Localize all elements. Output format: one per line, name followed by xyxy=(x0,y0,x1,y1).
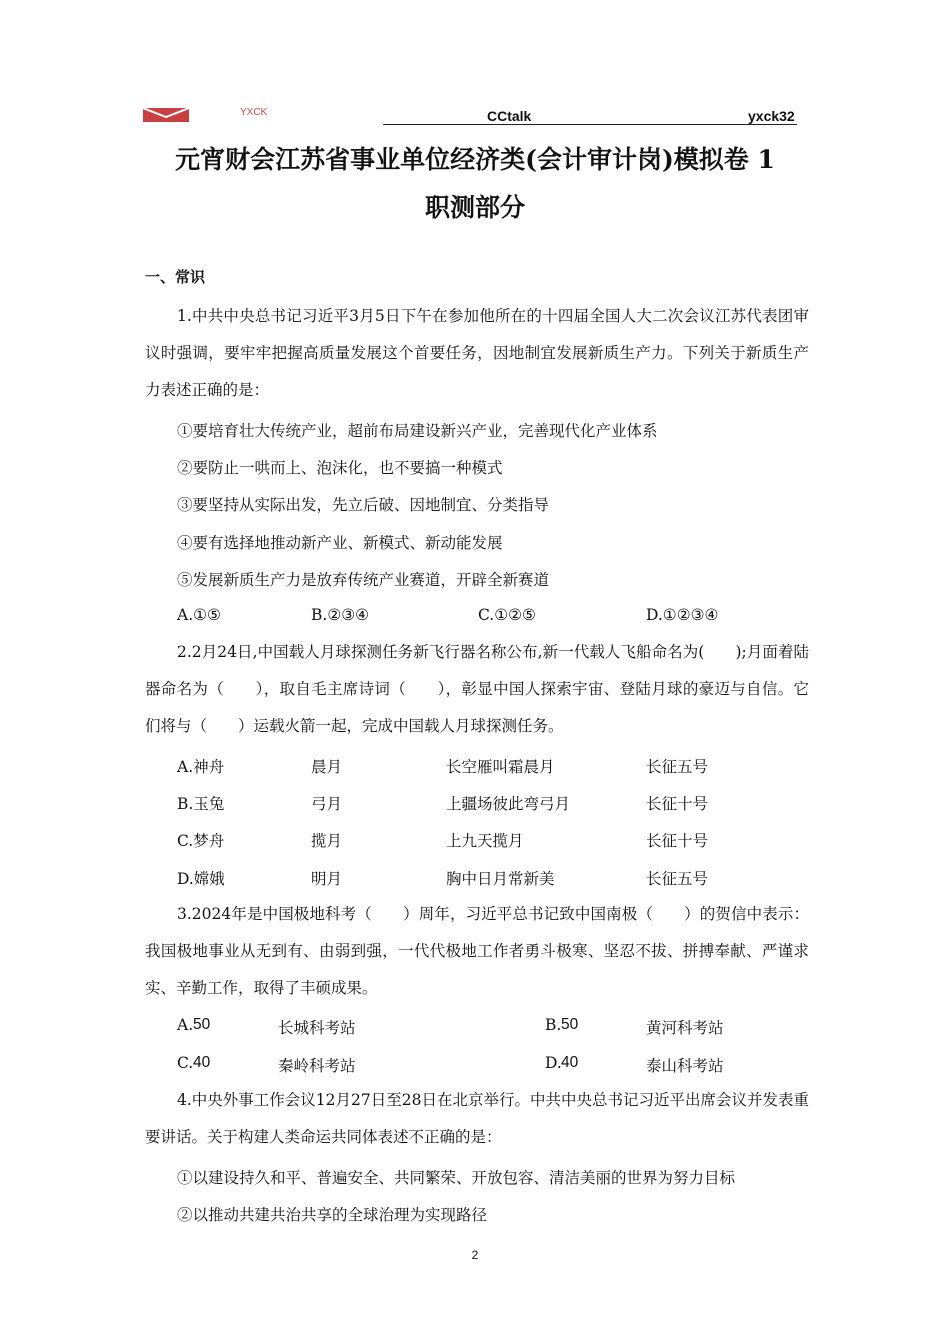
q3-option-a-years: 50 xyxy=(193,1016,211,1033)
q2-option-a-rocket: 长征五号 xyxy=(646,758,709,776)
q1-option-d: D.①②③④ xyxy=(646,606,719,624)
q3-option-b-station: 黄河科考站 xyxy=(646,1019,724,1037)
logo-text: YXCK xyxy=(240,107,268,118)
q2-stem: 2.2月24日,中国载人月球探测任务新飞行器名称公布,新一代载人飞船命名为( );月面着陆器命名为（ ），取自毛主席诗词（ ），彰显中国人探索宇宙、登陆月球的豪迈与自信。它们将与（ ）运载火箭一起，完成中国载人月球探测任务。 xyxy=(145,643,809,735)
q2-option-c-poem: 上九天揽月 xyxy=(446,832,524,850)
q3-option-b-letter: B. xyxy=(545,1016,562,1034)
q3-option-d-station: 泰山科考站 xyxy=(646,1057,724,1075)
page-subtitle: 职测部分 xyxy=(424,193,525,222)
q1-statement: ②要防止一哄而上、泡沫化，也不要搞一种模式 xyxy=(177,459,503,477)
q1-stem: 1.中共中央总书记习近平3月5日下午在参加他所在的十四届全国人大二次会议江苏代表团审议时强调，要牢牢把握高质量发展这个首要任务，因地制宜发展新质生产力。下列关于新质生产力表述正确的是： xyxy=(145,307,809,399)
q1-statement: ①要培育壮大传统产业，超前布局建设新兴产业，完善现代化产业体系 xyxy=(177,422,658,440)
q1-option-c: C.①②⑤ xyxy=(478,606,536,624)
q2-option-d-craft: D.嫦娥 xyxy=(177,870,225,888)
q3-option-c-letter: C. xyxy=(177,1054,194,1072)
q2-option-b-lander: 弓月 xyxy=(311,795,343,813)
q3-option-a-station: 长城科考站 xyxy=(278,1019,356,1037)
q3-option-c-station: 秦岭科考站 xyxy=(278,1057,356,1075)
q2-option-a-lander: 晨月 xyxy=(311,758,343,776)
q4-stem: 4.中央外事工作会议12月27日至28日在北京举行。中共中央总书记习近平出席会议并发表重要讲话。关于构建人类命运共同体表述不正确的是： xyxy=(145,1091,809,1146)
q2-option-d-lander: 明月 xyxy=(311,870,343,888)
q2-option-b-poem: 上疆场彼此弯弓月 xyxy=(446,795,571,813)
q3-option-d-years: 40 xyxy=(561,1054,579,1071)
q2-option-a-craft: A.神舟 xyxy=(177,758,225,776)
q2-option-a-poem: 长空雁叫霜晨月 xyxy=(446,758,555,776)
q1-statement: ⑤发展新质生产力是放弃传统产业赛道，开辟全新赛道 xyxy=(177,571,550,589)
q1-statement: ③要坚持从实际出发，先立后破、因地制宜、分类指导 xyxy=(177,496,550,514)
q4-statement: ①以建设持久和平、普遍安全、共同繁荣、开放包容、清洁美丽的世界为努力目标 xyxy=(177,1169,736,1187)
q3-option-d-letter: D. xyxy=(545,1054,562,1072)
q1-option-b: B.②③④ xyxy=(311,606,370,624)
header-rule xyxy=(383,124,797,125)
q2-option-b-craft: B.玉兔 xyxy=(177,795,225,813)
q2-option-c-lander: 揽月 xyxy=(311,832,343,850)
page-number: 2 xyxy=(471,1248,479,1262)
section-heading: 一、常识 xyxy=(145,268,206,286)
q2-option-b-rocket: 长征十号 xyxy=(646,795,709,813)
q2-option-d-poem: 胸中日月常新美 xyxy=(446,870,555,888)
q2-option-d-rocket: 长征五号 xyxy=(646,870,709,888)
q2-option-c-rocket: 长征十号 xyxy=(646,832,709,850)
q4-statement: ②以推动共建共治共享的全球治理为实现路径 xyxy=(177,1206,488,1224)
q3-option-b-years: 50 xyxy=(561,1016,579,1033)
q3-option-a-letter: A. xyxy=(177,1016,194,1034)
q3-option-c-years: 40 xyxy=(193,1054,211,1071)
q2-option-c-craft: C.梦舟 xyxy=(177,832,225,850)
q1-statement: ④要有选择地推动新产业、新模式、新动能发展 xyxy=(177,534,503,552)
q3-stem: 3.2024年是中国极地科考（ ）周年，习近平总书记致中国南极（ ）的贺信中表示：我国极地事业从无到有、由弱到强，一代代极地工作者勇斗极寒、坚忍不拔、拼搏奉献、严谨求实、辛勤工作，取得了丰硕成果。 xyxy=(145,905,809,997)
page-title: 元宵财会江苏省事业单位经济类(会计审计岗)模拟卷 1 xyxy=(175,145,775,174)
header-center-text: CCtalk xyxy=(487,108,532,124)
header-right-text: yxck32 xyxy=(748,108,795,124)
logo-envelope-icon xyxy=(143,108,189,122)
q1-option-a: A.①⑤ xyxy=(177,606,221,624)
